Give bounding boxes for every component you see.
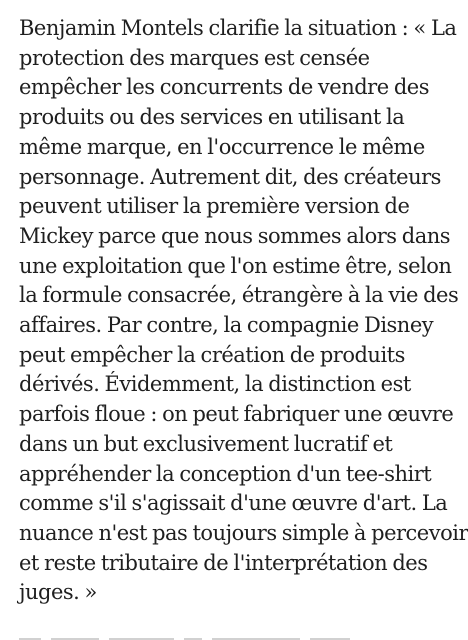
article-paragraph <box>19 14 468 608</box>
text-line: protection des marques est censée <box>19 45 370 70</box>
text-line: juges. » <box>19 580 97 605</box>
text-line: parfois floue : on peut fabriquer une œuvre <box>19 402 454 427</box>
text-line: Benjamin Montels clarifie la situation : « La <box>19 16 457 40</box>
text-line: Mickey parce que nous sommes alors dans <box>19 223 451 248</box>
text-line: nuance n'est pas toujours simple à percevoir <box>19 520 468 545</box>
text-line: produits ou des services en utilisant la <box>19 105 405 130</box>
text-line: affaires. Par contre, la compagnie Disney <box>19 313 434 338</box>
text-line: même marque, en l'occurrence le même <box>19 134 425 159</box>
text-line: peuvent utiliser la première version de <box>19 194 410 219</box>
text-line: peut empêcher la création de produits <box>19 342 405 367</box>
text-line: empêcher les concurrents de vendre des <box>19 75 429 100</box>
text-line: dans un but exclusivement lucratif et <box>19 431 393 456</box>
text-line: appréhender la conception d'un tee-shirt <box>19 461 432 486</box>
text-line: et reste tributaire de l'interprétation des <box>19 550 428 575</box>
text-line: personnage. Autrement dit, des créateurs <box>19 164 441 189</box>
text-line: une exploitation que l'on estime être, selon <box>19 253 452 278</box>
text-line: comme s'il s'agissait d'une œuvre d'art. La <box>19 491 448 516</box>
text-line: la formule consacrée, étrangère à la vie des <box>19 283 459 308</box>
cut-off-next-line <box>19 628 439 640</box>
text-line: dérivés. Évidemment, la distinction est <box>19 372 411 397</box>
